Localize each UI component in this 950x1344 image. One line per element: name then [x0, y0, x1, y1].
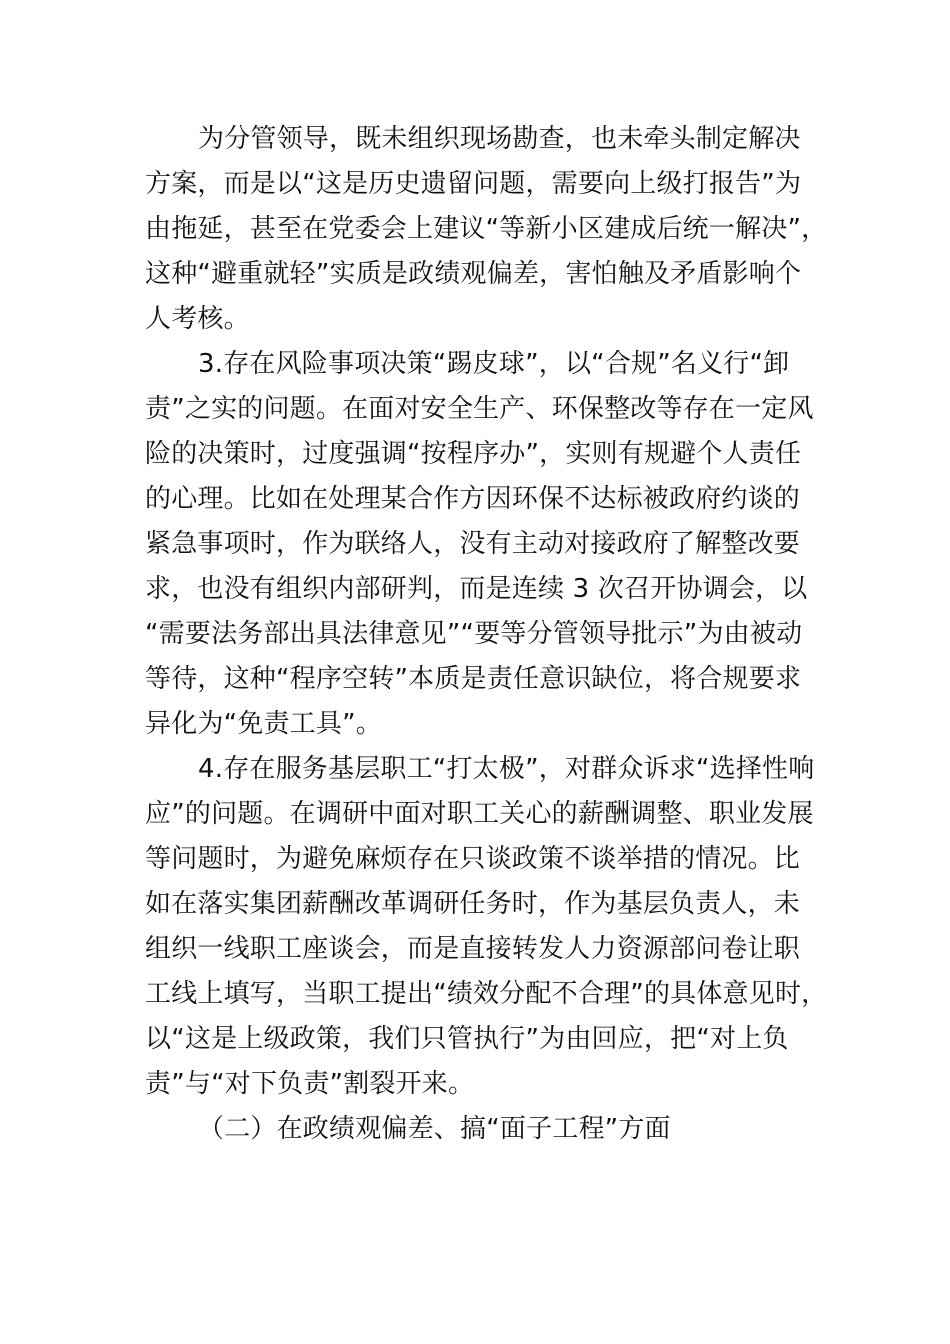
body-text-line: 的心理。比如在处理某合作方因环保不达标被政府约谈的 — [145, 484, 801, 514]
body-text-line: 等问题时，为避免麻烦存在只谈政策不谈举措的情况。比 — [145, 844, 801, 874]
body-text-line: 责”之实的问题。在面对安全生产、环保整改等存在一定风 — [145, 394, 814, 424]
body-text-line: 异化为“免责工具”。 — [145, 709, 382, 739]
body-text-line: 人考核。 — [145, 304, 250, 334]
body-text-line: 为分管领导，既未组织现场勘查，也未牵头制定解决 — [198, 124, 801, 154]
body-text-line: 组织一线职工座谈会，而是直接转发人力资源部问卷让职 — [145, 934, 801, 964]
body-text-line: 方案，而是以“这是历史遗留问题，需要向上级打报告”为 — [145, 169, 802, 199]
body-text-line: 这种“避重就轻”实质是政绩观偏差，害怕触及矛盾影响个 — [145, 259, 802, 289]
section-heading: （二）在政绩观偏差、搞“面子工程”方面 — [198, 1114, 671, 1144]
body-text-line: 工线上填写，当职工提出“绩效分配不合理”的具体意见时， — [145, 979, 828, 1009]
body-text-line: “需要法务部出具法律意见”“要等分管领导批示”为由被动 — [145, 619, 803, 649]
body-text-line: 紧急事项时，作为联络人，没有主动对接政府了解整改要 — [145, 529, 801, 559]
body-text-line: 险的决策时，过度强调“按程序办”，实则有规避个人责任 — [145, 439, 802, 469]
body-text-line: 等待，这种“程序空转”本质是责任意识缺位，将合规要求 — [145, 664, 802, 694]
body-text-line: 应”的问题。在调研中面对职工关心的薪酬调整、职业发展 — [145, 799, 814, 829]
item-3-heading-line: 3.存在风险事项决策“踢皮球”，以“合规”名义行“卸 — [198, 349, 790, 379]
body-text-line: 由拖延，甚至在党委会上建议“等新小区建成后统一解决”， — [145, 214, 828, 244]
body-text-line: 求，也没有组织内部研判，而是连续 3 次召开协调会，以 — [145, 574, 808, 604]
body-text-line: 如在落实集团薪酬改革调研任务时，作为基层负责人，未 — [145, 889, 801, 919]
body-text-line: 以“这是上级政策，我们只管执行”为由回应，把“对上负 — [145, 1024, 789, 1054]
body-text-line: 责”与“对下负责”割裂开来。 — [145, 1069, 475, 1099]
item-4-heading-line: 4.存在服务基层职工“打太极”，对群众诉求“选择性响 — [198, 754, 815, 784]
